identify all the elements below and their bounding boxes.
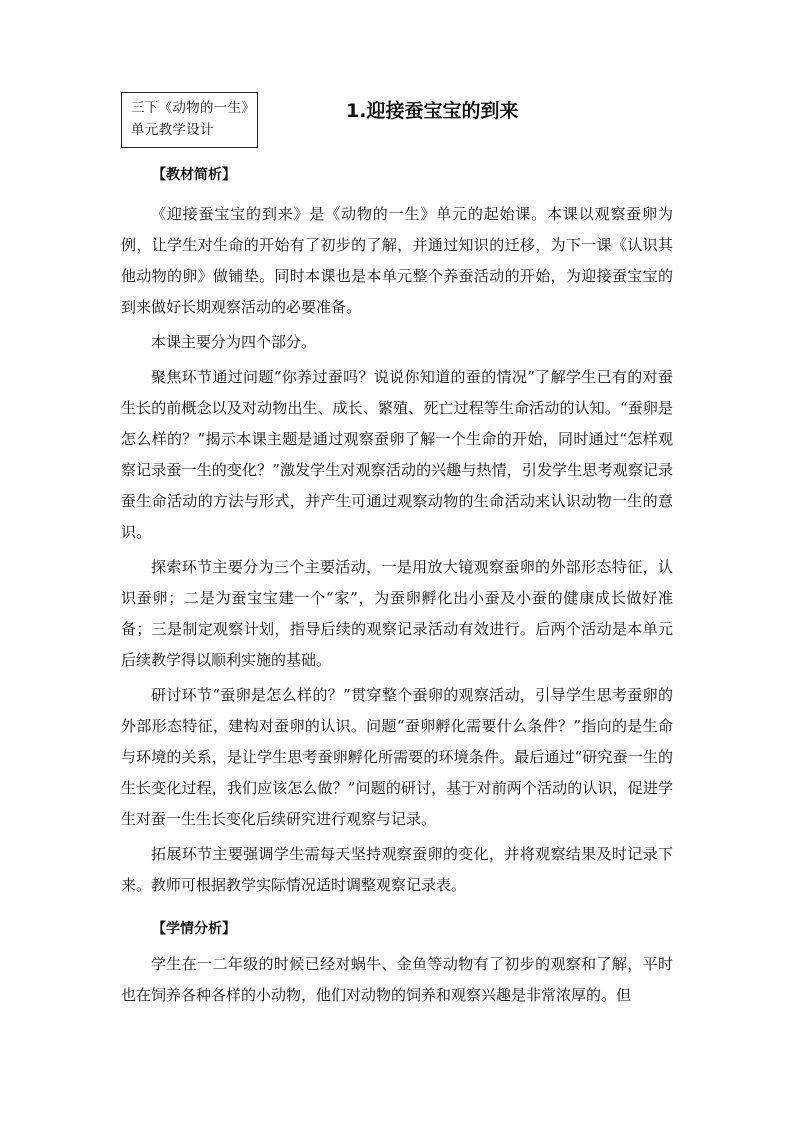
unit-label-box [121, 92, 258, 148]
paragraph: 《迎接蚕宝宝的到来》是《动物的一生》单元的起始课。本课以观察蚕卵为例，让学生对生命的开始有了初步的了解，并通过知识的迁移，为下一课《认识其他动物的卵》做铺垫。同时本课也是本单元整个养蚕活动的开始，为迎接蚕宝宝的到来做好长期观察活动的必要准备。 [121, 205, 673, 316]
unit-label-line-1: 三下《动物的一生》 [131, 100, 256, 116]
paragraph: 本课主要分为四个部分。 [151, 333, 317, 351]
unit-label-line-2: 单元教学设计 [131, 122, 214, 138]
textbook-analysis-body [121, 199, 673, 905]
paragraph: 拓展环节主要强调学生需每天坚持观察蚕卵的变化，并将观察结果及时记录下来。教师可根据教学实际情况适时调整观察记录表。 [121, 845, 673, 894]
student-analysis-body [121, 949, 673, 1015]
section-heading-student-analysis: 【学情分析】 [152, 921, 236, 937]
lesson-title: 1.迎接蚕宝宝的到来 [346, 100, 519, 122]
paragraph: 学生在一二年级的时候已经对蜗牛、金鱼等动物有了初步的观察和了解，平时也在饲养各种各样的小动物，他们对动物的饲养和观察兴趣是非常浓厚的。但 [121, 955, 673, 1004]
paragraph: 研讨环节“蚕卵是怎么样的？”贯穿整个蚕卵的观察活动，引导学生思考蚕卵的外部形态特征，建构对蚕卵的认识。问题“蚕卵孵化需要什么条件？”指向的是生命与环境的关系，是让学生思考蚕卵孵化所需要的环境条件。最后通过“研究蚕一生的生长变化过程，我们应该怎么做？”问题的研讨，基于对前两个活动的认识，促进学生对蚕一生生长变化后续研究进行观察与记录。 [121, 686, 673, 828]
section-heading-textbook-analysis: 【教材简析】 [152, 167, 236, 183]
paragraph: 聚焦环节通过问题“你养过蚕吗？说说你知道的蚕的情况”了解学生已有的对蚕生长的前概念以及对动物出生、成长、繁殖、死亡过程等生命活动的认知。“蚕卵是怎么样的？”揭示本课主题是通过观察蚕卵了解一个生命的开始，同时通过“怎样观察记录蚕一生的变化？”激发学生对观察活动的兴趣与热情，引发学生思考观察记录蚕生命活动的方法与形式，并产生可通过观察动物的生命活动来认识动物一生的意识。 [121, 368, 673, 541]
paragraph: 探索环节主要分为三个主要活动，一是用放大镜观察蚕卵的外部形态特征，认识蚕卵；二是为蚕宝宝建一个“家”，为蚕卵孵化出小蚕及小蚕的健康成长做好准备；三是制定观察计划，指导后续的观察记录活动有效进行。后两个活动是本单元后续教学得以顺利实施的基础。 [121, 558, 673, 669]
